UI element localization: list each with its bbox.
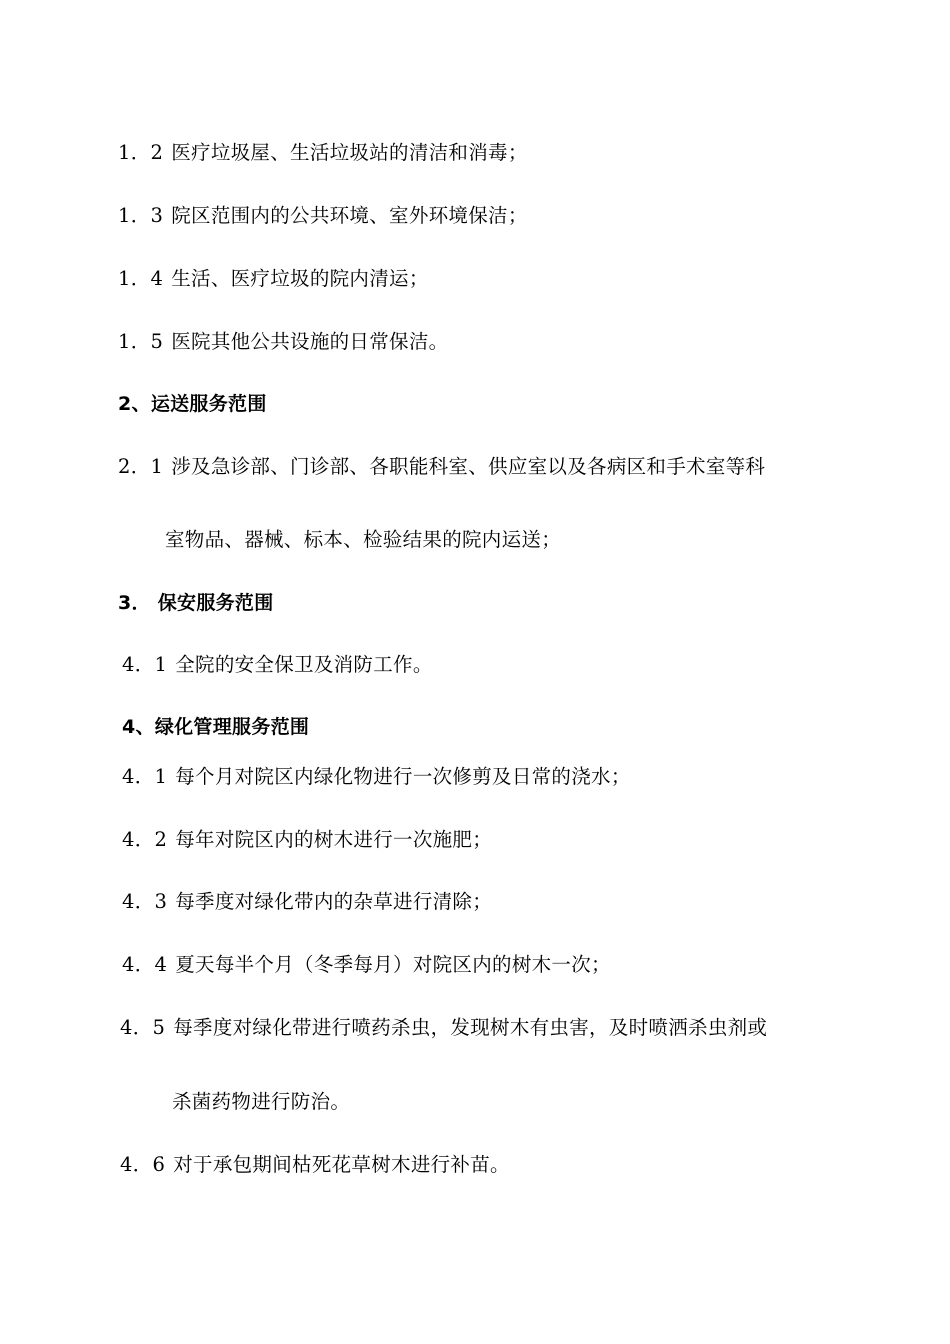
list-item [122, 652, 433, 678]
item-number: 1．3 [118, 204, 164, 227]
list-item [122, 827, 492, 853]
list-item [118, 454, 765, 480]
item-text: 院区范围内的公共环境、室外环境保洁； [171, 204, 528, 227]
item-number: 1．5 [118, 330, 164, 353]
item-text: 全院的安全保卫及消防工作。 [175, 653, 433, 676]
item-continuation: 室物品、器械、标本、检验结果的院内运送； [165, 528, 562, 551]
item-number: 2．1 [118, 455, 164, 478]
list-item [122, 764, 631, 790]
item-text: 每季度对绿化带内的杂草进行清除； [175, 890, 493, 913]
item-number: 4．2 [122, 828, 168, 851]
list-item [120, 1152, 510, 1178]
item-number: 4．5 [120, 1016, 166, 1039]
item-text: 涉及急诊部、门诊部、各职能科室、供应室以及各病区和手术室等科 [171, 455, 766, 478]
section-heading: 2、运送服务范围 [118, 393, 267, 415]
item-text: 每季度对绿化带进行喷药杀虫，发现树木有虫害，及时喷洒杀虫剂或 [173, 1016, 768, 1039]
item-text: 每年对院区内的树木进行一次施肥； [175, 828, 493, 851]
item-text: 生活、医疗垃圾的院内清运； [171, 267, 429, 290]
item-number: 4．3 [122, 890, 168, 913]
list-item [118, 329, 448, 355]
item-text: 夏天每半个月（冬季每月）对院区内的树木一次； [175, 953, 611, 976]
list-item [118, 266, 429, 292]
item-number: 4．1 [122, 653, 168, 676]
item-number: 1．4 [118, 267, 164, 290]
section-heading: 4、绿化管理服务范围 [122, 716, 310, 738]
list-item [122, 889, 492, 915]
list-item [122, 952, 611, 978]
item-number: 4．1 [122, 765, 168, 788]
item-text: 每个月对院区内绿化物进行一次修剪及日常的浇水； [175, 765, 631, 788]
item-text: 医疗垃圾屋、生活垃圾站的清洁和消毒； [171, 141, 528, 164]
section-heading: 3． 保安服务范围 [118, 592, 274, 614]
item-text: 对于承包期间枯死花草树木进行补苗。 [173, 1153, 510, 1176]
item-number: 4．4 [122, 953, 168, 976]
item-continuation: 杀菌药物进行防治。 [172, 1090, 351, 1113]
item-text: 医院其他公共设施的日常保洁。 [171, 330, 449, 353]
list-item [118, 140, 528, 166]
item-number: 4．6 [120, 1153, 166, 1176]
list-item [120, 1015, 767, 1041]
item-number: 1．2 [118, 141, 164, 164]
list-item [118, 203, 528, 229]
